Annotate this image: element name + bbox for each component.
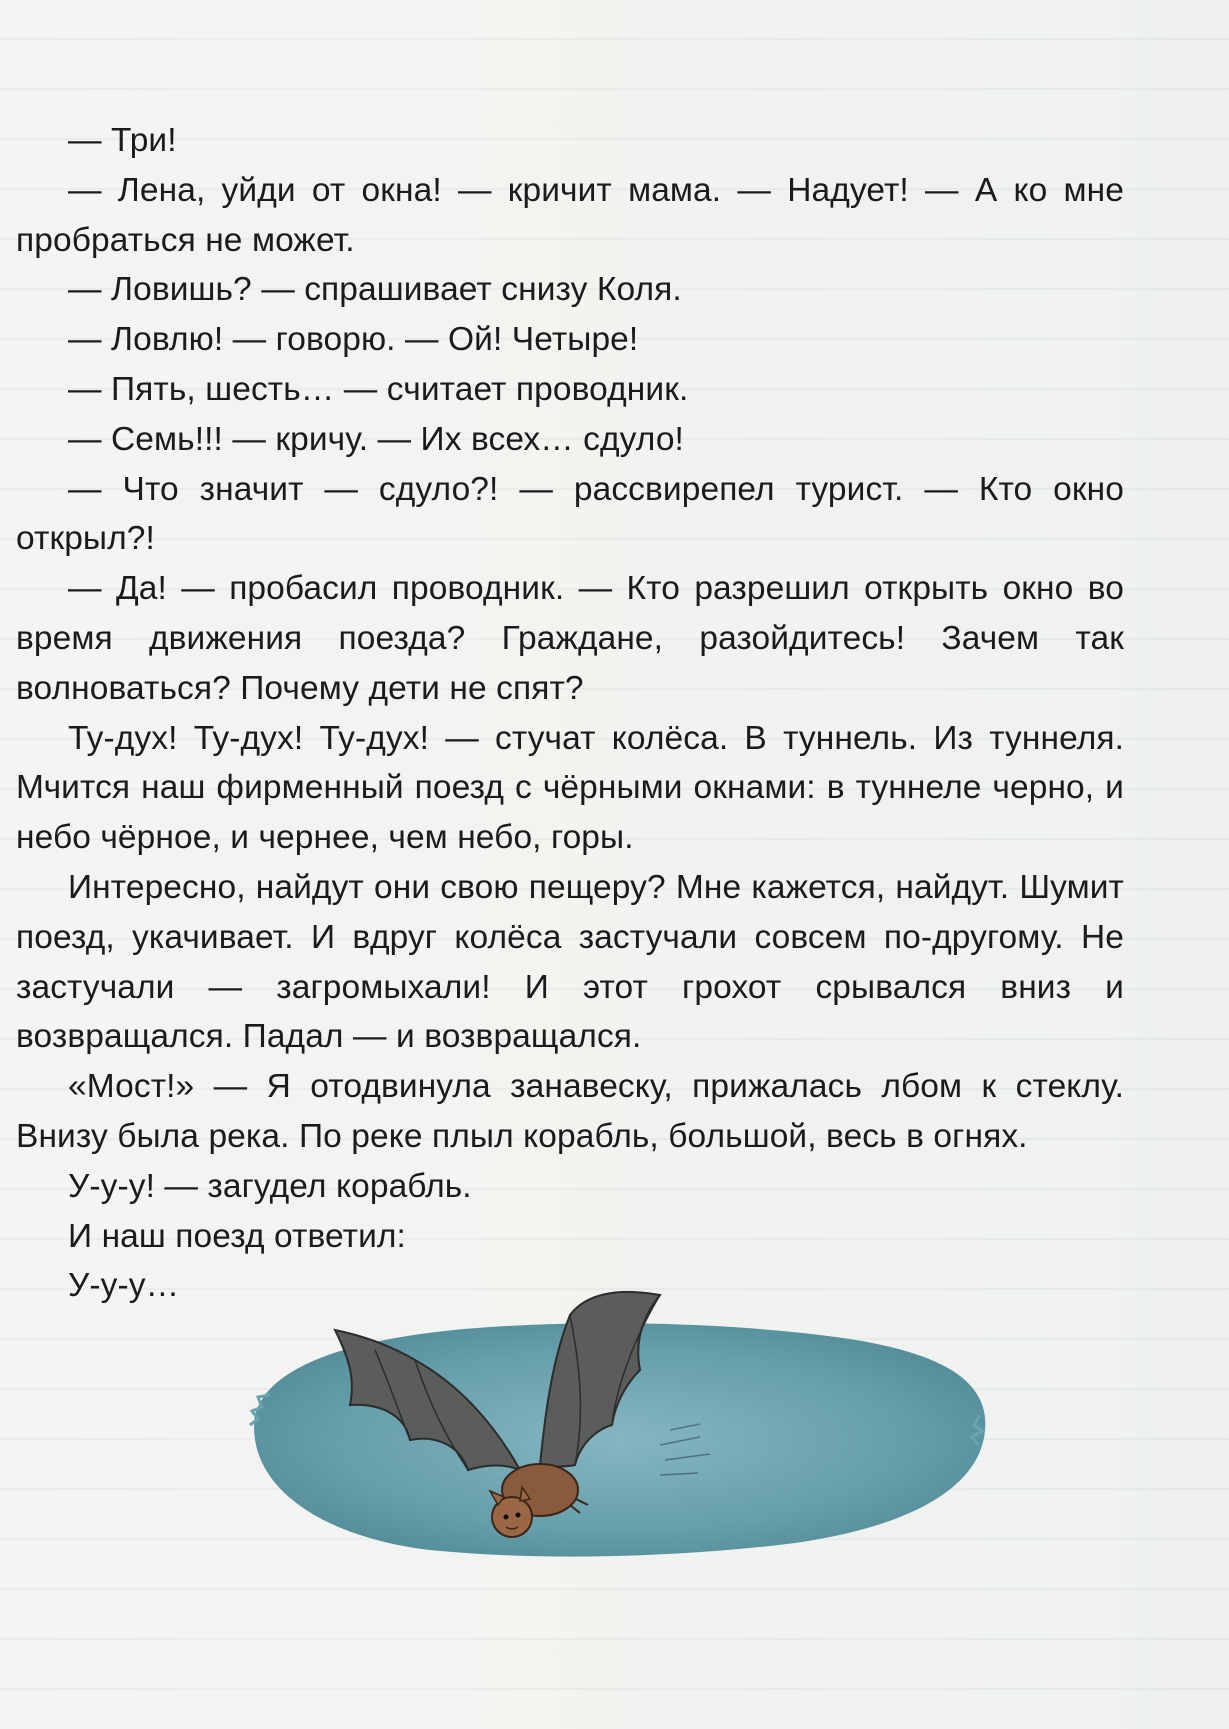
paragraph: — Лена, уйди от окна! — кричит мама. — Надует! — А ко мне пробраться не может. xyxy=(16,171,1124,259)
paragraph: — Да! — пробасил проводник. — Кто разрешил открыть окно во время движения поезда? Граждане, разойдитесь! Зачем так волноваться? Почему дети не спят? xyxy=(16,570,1124,707)
paragraph: — Семь!!! — кричу. — Их всех… сдуло! xyxy=(68,420,684,458)
paragraph: У-у-у… xyxy=(68,1267,180,1305)
paragraph: Ту-дух! Ту-дух! Ту-дух! — стучат колёса. В туннель. Из туннеля. Мчится наш фирменный поезд с чёрными окнами: в туннеле черно, и небо чёрное, и чернее, чем небо, горы. xyxy=(16,719,1124,857)
paragraph: — Ловлю! — говорю. — Ой! Четыре! xyxy=(68,321,639,359)
paragraph: — Ловишь? — спрашивает снизу Коля. xyxy=(68,271,682,309)
paragraph: — Три! xyxy=(68,122,177,159)
paragraph: Интересно, найдут они свою пещеру? Мне кажется, найдут. Шумит поезд, укачивает. И вдруг колёса застучали совсем по-другому. Не застучали — загромыхали! И этот грохот срывался вниз и возвращался. Падал — и возвращался. xyxy=(16,868,1124,1056)
bat-illustration xyxy=(240,1265,1000,1635)
paragraph: И наш поезд ответил: xyxy=(68,1217,406,1255)
paragraph: «Мост!» — Я отодвинула занавеску, прижалась лбом к стеклу. Внизу была река. По реке плыл корабль, большой, весь в огнях. xyxy=(16,1068,1124,1155)
bat-icon xyxy=(240,1265,1000,1635)
paragraph: — Пять, шесть… — считает проводник. xyxy=(68,370,689,408)
paragraph: — Что значит — сдуло?! — рассвирепел турист. — Кто окно открыл?! xyxy=(16,470,1124,558)
paragraph: У-у-у! — загудел корабль. xyxy=(68,1167,472,1205)
story-text xyxy=(16,116,1124,1311)
